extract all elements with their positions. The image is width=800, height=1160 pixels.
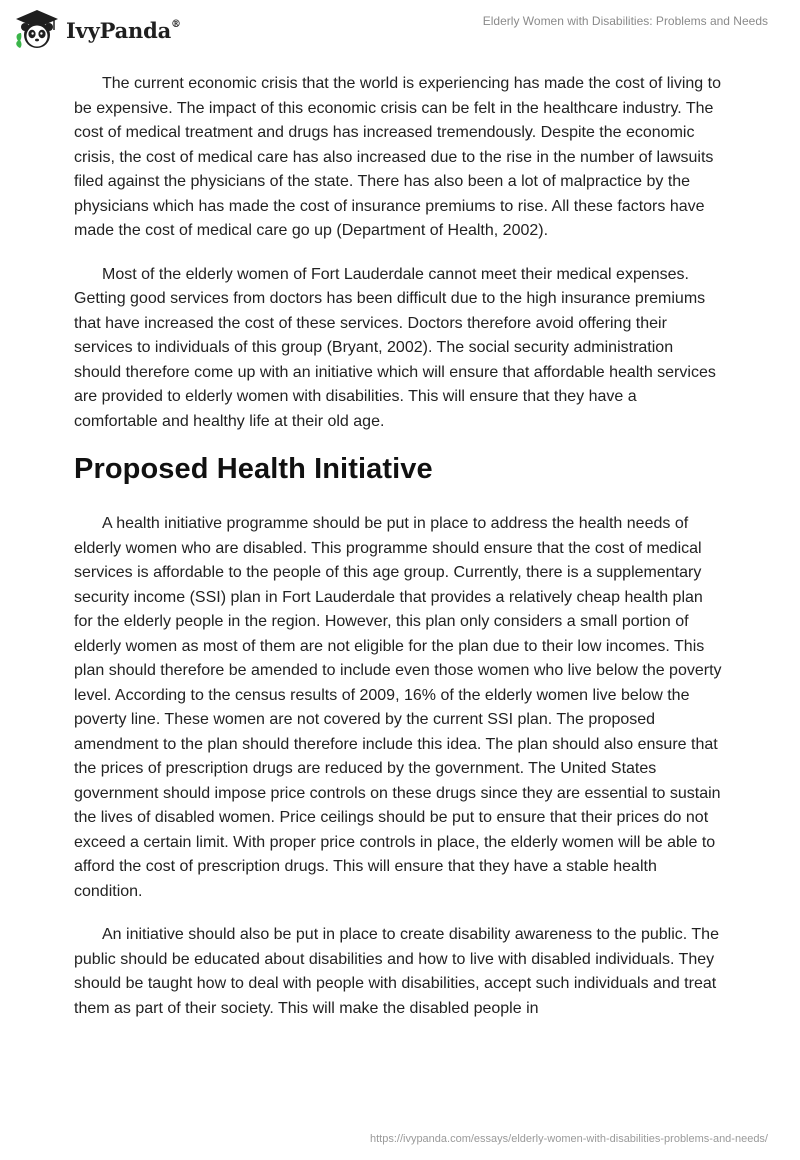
- paragraph: The current economic crisis that the world is experiencing has made the cost of living to be expensive. The impact of this economic crisis can be felt in the healthcare industry. The cost of medical treatment and drugs has increased tremendously. Despite the economic crisis, the cost of medical care has also increased due to the rise in the number of lawsuits filed against the physicians of the state. There has also been a lot of malpractice by the physicians which has made the cost of insurance premiums to rise. All these factors have made the cost of medical care go up (Department of Health, 2002).: [74, 75, 721, 239]
- essay-body: [74, 72, 724, 1040]
- page-header: [0, 0, 800, 60]
- document-title: Elderly Women with Disabilities: Problems and Needs: [482, 14, 768, 28]
- ivypanda-logo[interactable]: [14, 8, 181, 52]
- section-heading: Proposed Health Initiative: [74, 453, 433, 485]
- panda-graduate-icon: [14, 8, 60, 52]
- paragraph: Most of the elderly women of Fort Lauderdale cannot meet their medical expenses. Getting good services from doctors has been difficult due to the high insurance premiums that have increased the cost of these services. Doctors therefore avoid offering their services to individuals of this group (Bryant, 2002). The social security administration should therefore come up with an initiative which will ensure that affordable health services are provided to elderly women with disabilities. This will ensure that they have a comfortable and healthy life at their old age.: [74, 265, 716, 430]
- logo-text: IvyPanda®: [66, 17, 181, 43]
- paragraph: A health initiative programme should be put in place to address the health needs of elderly women who are disabled. This programme should ensure that the cost of medical services is affordable to the people of this age group. Currently, there is a supplementary security income (SSI) plan in Fort Lauderdale that provides a relatively cheap health plan for the elderly people in the region. However, this plan only considers a small portion of elderly women as most of them are not eligible for the plan due to their low incomes. This plan should therefore be amended to include even those women who live below the poverty level. According to the census results of 2009, 16% of the elderly women live below the poverty line. These women are not covered by the current SSI plan. The proposed amendment to the plan should therefore include this idea. The plan should also ensure that the prices of prescription drugs are reduced by the government. The United States government should impose price controls on these drugs since they are essential to sustain the lives of disabled women. Price ceilings should be put to ensure that their prices do not exceed a certain limit. With proper price controls in place, the elderly women will be able to afford the cost of prescription drugs. This will ensure that they have a stable health condition.: [74, 515, 722, 900]
- paragraph: An initiative should also be put in place to create disability awareness to the public. The public should be educated about disabilities and how to live with disabled individuals. They should be taught how to deal with people with disabilities, accept such individuals and treat them as part of their society. This will make the disabled people in: [74, 926, 719, 1017]
- source-url[interactable]: https://ivypanda.com/essays/elderly-women-with-disabilities-problems-and-needs/: [369, 1133, 768, 1145]
